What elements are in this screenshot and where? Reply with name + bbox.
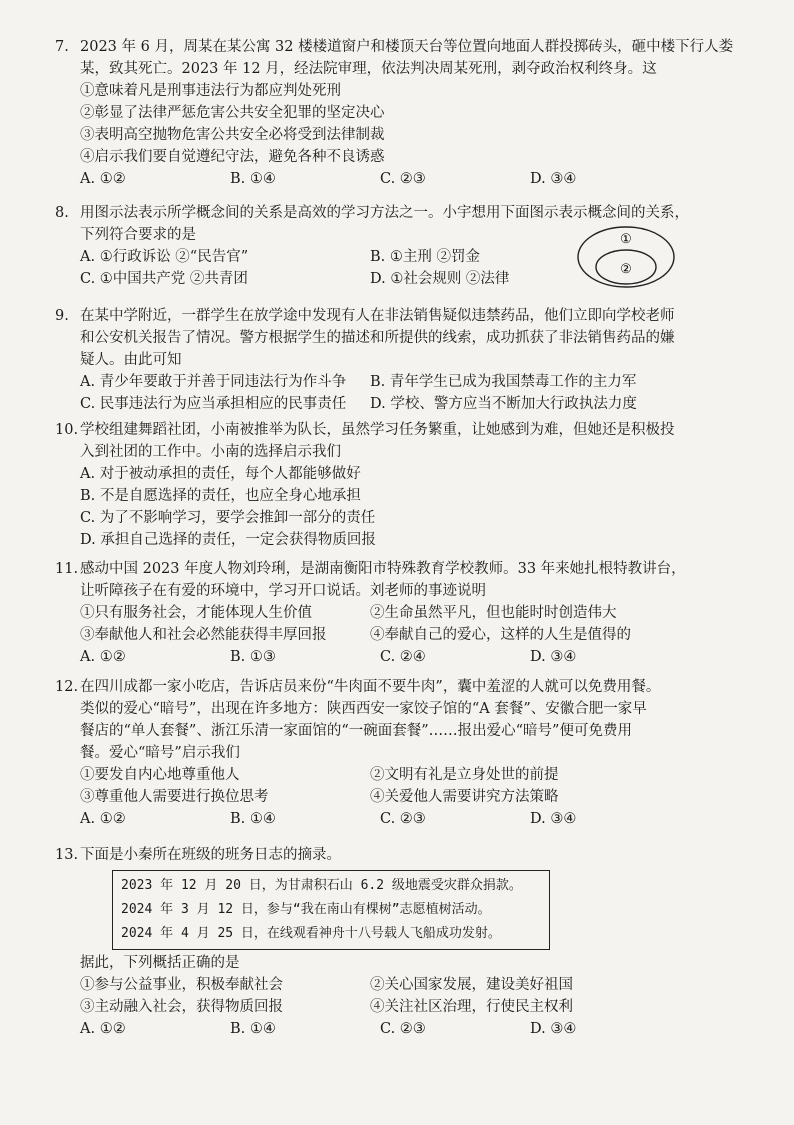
statement-items — [80, 764, 720, 786]
question-9 — [55, 305, 720, 415]
stem-line: 下列符合要求的是 — [80, 227, 196, 243]
stem-line: 疑人。由此可知 — [80, 352, 182, 368]
question-10 — [55, 419, 720, 551]
option-d: D. 学校、警方应当不断加大行政执法力度 — [370, 396, 637, 412]
question-11 — [55, 558, 720, 668]
question-12 — [55, 676, 720, 830]
answer-options — [80, 1018, 720, 1040]
statement-item: ④启示我们要自觉遵纪守法，避免各种不良诱惑 — [80, 149, 385, 165]
option-d: D. ①社会规则 ②法律 — [370, 271, 510, 287]
option-b: B. ①④ — [230, 811, 276, 827]
stem-line: 让听障孩子在有爱的环境中，学习开口说话。刘老师的事迹说明 — [80, 583, 486, 599]
statement-item: ①只有服务社会，才能体现人生价值 — [80, 605, 312, 621]
statement-item: ④奉献自己的爱心，这样的人生是值得的 — [370, 627, 631, 643]
statement-item: ④关注社区治理，行使民主权利 — [370, 999, 573, 1015]
statement-item: ③尊重他人需要进行换位思考 — [80, 789, 269, 805]
statement-item: ①要发自内心地尊重他人 — [80, 767, 240, 783]
option-d: D. ③④ — [530, 811, 577, 827]
option-a: A. 对于被动承担的责任，每个人都能够做好 — [80, 466, 361, 482]
option-b: B. ①④ — [230, 1021, 276, 1037]
option-d: D. ③④ — [530, 171, 577, 187]
question-number: 10. — [55, 422, 79, 438]
option-c: C. ②④ — [380, 649, 426, 665]
stem-line: 2023 年 6 月，周某在某公寓 32 楼楼道窗户和楼顶天台等位置向地面人群投掷砖头，砸中楼下行人娄 — [80, 39, 734, 55]
question-number: 13. — [55, 847, 79, 863]
stem-line: 学校组建舞蹈社团，小南被推举为队长，虽然学习任务繁重，让她感到为难，但她还是积极投 — [80, 422, 675, 438]
answer-options — [80, 808, 720, 830]
stem-line: 在某中学附近，一群学生在放学途中发现有人在非法销售疑似违禁药品，他们立即向学校老师 — [80, 308, 675, 324]
question-7 — [55, 36, 734, 190]
statement-item: ②彰显了法律严惩危害公共安全犯罪的坚定决心 — [80, 105, 385, 121]
option-a: A. ①② — [80, 811, 126, 827]
question-number: 9. — [55, 308, 69, 324]
stem-line: 某，致其死亡。2023 年 12 月，经法院审理，依法判决周某死刑，剥夺政治权利终身。这 — [80, 61, 657, 77]
class-log-box — [112, 870, 550, 950]
option-a: A. 青少年要敢于并善于同违法行为作斗争 — [80, 374, 347, 390]
question-13 — [55, 844, 720, 866]
statement-items — [80, 624, 720, 646]
stem-line: 餐。爱心“暗号”启示我们 — [80, 745, 240, 761]
option-c: C. ②③ — [380, 811, 426, 827]
stem-line: 感动中国 2023 年度人物刘玲琍，是湖南衡阳市特殊教育学校教师。33 年来她扎根特教讲台， — [80, 561, 686, 577]
option-c: C. 为了不影响学习，要学会推卸一部分的责任 — [80, 510, 376, 526]
question-number: 12. — [55, 679, 79, 695]
question-13-body — [80, 952, 720, 1040]
option-a: A. ①② — [80, 171, 126, 187]
option-b: B. 不是自愿选择的责任，也应全身心地承担 — [80, 488, 361, 504]
statement-item: ②关心国家发展，建设美好祖国 — [370, 977, 573, 993]
statement-item: ③表明高空抛物危害公共安全必将受到法律制裁 — [80, 127, 385, 143]
option-c: C. ①中国共产党 ②共青团 — [80, 271, 248, 287]
question-number: 8. — [55, 205, 69, 221]
option-a: A. ①② — [80, 1021, 126, 1037]
statement-items — [80, 996, 720, 1018]
answer-options — [80, 371, 720, 393]
log-entry: 2024 年 4 月 25 日，在线观看神舟十八号载人飞船成功发射。 — [121, 926, 501, 941]
option-a: A. ①② — [80, 649, 126, 665]
statement-item: ②文明有礼是立身处世的前提 — [370, 767, 559, 783]
venn-inner-label: ② — [620, 262, 632, 277]
answer-options — [80, 393, 720, 415]
statement-item: ③主动融入社会，获得物质回报 — [80, 999, 283, 1015]
stem-line: 类似的爱心“暗号”，出现在许多地方：陕西西安一家饺子馆的“A 套餐”、安徽合肥一家早 — [80, 701, 647, 717]
statement-item: ②生命虽然平凡，但也能时时创造伟大 — [370, 605, 617, 621]
concept-venn-diagram — [576, 225, 676, 289]
log-entry: 2024 年 3 月 12 日，参与“我在南山有棵树”志愿植树活动。 — [121, 902, 491, 917]
option-d: D. 承担自己选择的责任，一定会获得物质回报 — [80, 532, 376, 548]
statement-items — [80, 602, 720, 624]
question-number: 7. — [55, 39, 69, 55]
option-d: D. ③④ — [530, 649, 577, 665]
stem-line: 在四川成都一家小吃店，告诉店员来份“牛肉面不要牛肉”，囊中羞涩的人就可以免费用餐。 — [80, 679, 661, 695]
option-b: B. ①④ — [230, 171, 276, 187]
venn-outer-label: ① — [620, 232, 632, 247]
statement-items — [80, 974, 720, 996]
statement-item: ①参与公益事业，积极奉献社会 — [80, 977, 283, 993]
option-b: B. 青年学生已成为我国禁毒工作的主力军 — [370, 374, 637, 390]
answer-options — [80, 646, 720, 668]
stem-line: 餐店的“单人套餐”、浙江乐清一家面馆的“一碗面套餐”……报出爱心“暗号”便可免费用 — [80, 723, 632, 739]
stem-line: 下面是小秦所在班级的班务日志的摘录。 — [80, 847, 341, 863]
statement-items — [80, 786, 720, 808]
question-number: 11. — [55, 561, 79, 577]
option-b: B. ①③ — [230, 649, 276, 665]
log-entry: 2023 年 12 月 20 日，为甘肃积石山 6.2 级地震受灾群众捐款。 — [121, 878, 522, 893]
stem-line: 用图示法表示所学概念间的关系是高效的学习方法之一。小宇想用下面图示表示概念间的关系， — [80, 205, 689, 221]
option-c: C. ②③ — [380, 1021, 426, 1037]
stem-line: 和公安机关报告了情况。警方根据学生的描述和所提供的线索，成功抓获了非法销售药品的嫌 — [80, 330, 675, 346]
answer-options — [80, 168, 720, 190]
statement-item: ①意味着凡是刑事违法行为都应判处死刑 — [80, 83, 341, 99]
option-c: C. ②③ — [380, 171, 426, 187]
option-a: A. ①行政诉讼 ②“民告官” — [80, 249, 249, 265]
stem-line: 据此，下列概括正确的是 — [80, 955, 240, 971]
statement-item: ③奉献他人和社会必然能获得丰厚回报 — [80, 627, 327, 643]
option-c: C. 民事违法行为应当承担相应的民事责任 — [80, 396, 347, 412]
option-b: B. ①主刑 ②罚金 — [370, 249, 480, 265]
stem-line: 入到社团的工作中。小南的选择启示我们 — [80, 444, 341, 460]
statement-item: ④关爱他人需要讲究方法策略 — [370, 789, 559, 805]
option-d: D. ③④ — [530, 1021, 577, 1037]
